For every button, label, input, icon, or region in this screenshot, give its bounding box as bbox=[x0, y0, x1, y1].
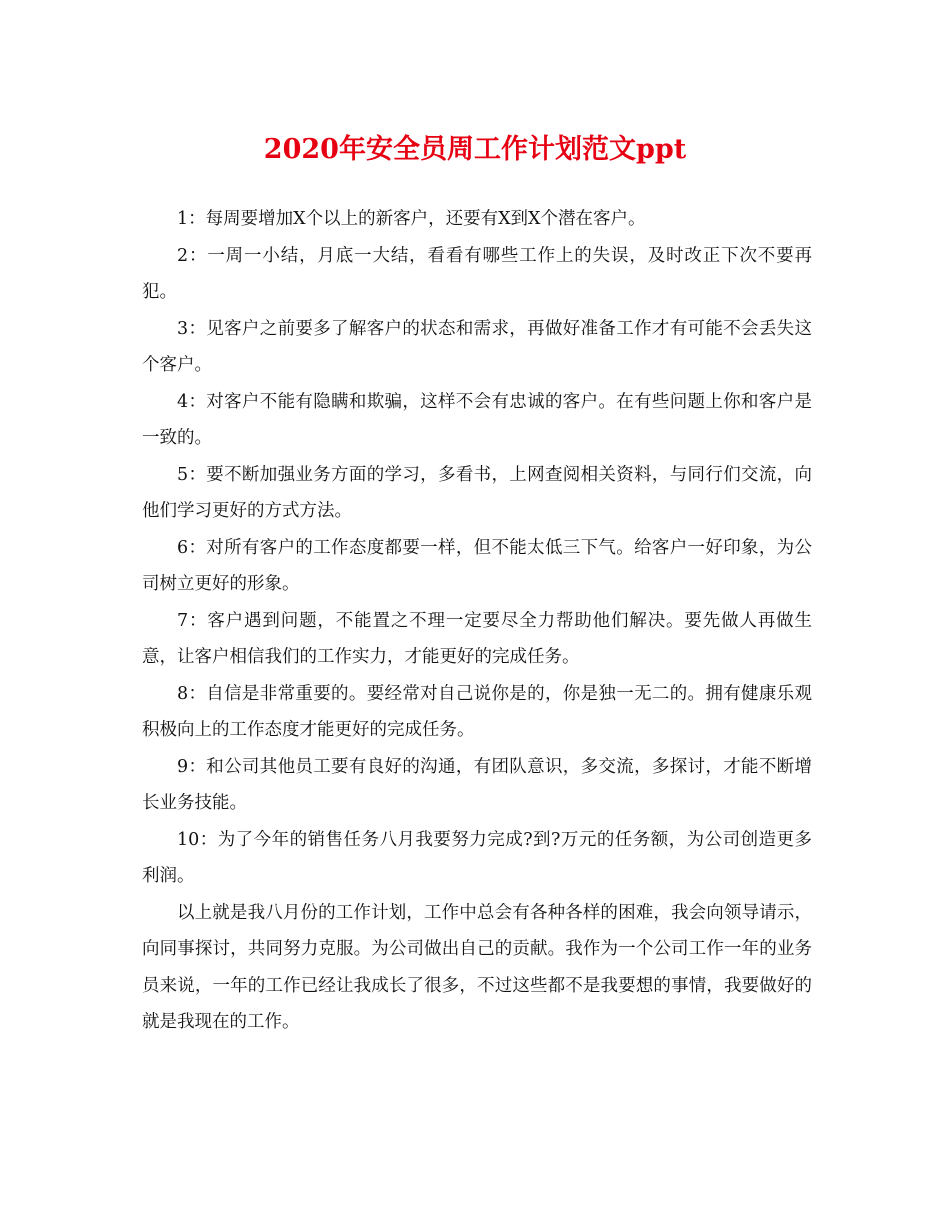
paragraph-summary: 以上就是我八月份的工作计划，工作中总会有各种各样的困难，我会向领导请示，向同事探讨，共同努力克服。为公司做出自己的贡献。我作为一个公司工作一年的业务员来说，一年的工作已经让我成长了很多，不过这些都不是我要想的事情，我要做好的就是我现在的工作。 bbox=[142, 902, 812, 1032]
paragraph-3: 3：见客户之前要多了解客户的状态和需求，再做好准备工作才有可能不会丢失这个客户。 bbox=[142, 318, 812, 375]
paragraph-10: 10：为了今年的销售任务八月我要努力完成?到?万元的任务额，为公司创造更多利润。 bbox=[142, 829, 812, 886]
paragraph-5: 5：要不断加强业务方面的学习，多看书，上网查阅相关资料，与同行们交流，向他们学习更好的方式方法。 bbox=[142, 464, 812, 521]
paragraph-6: 6：对所有客户的工作态度都要一样，但不能太低三下气。给客户一好印象，为公司树立更好的形象。 bbox=[142, 537, 812, 594]
paragraph-1: 1：每周要增加X个以上的新客户，还要有X到X个潜在客户。 bbox=[177, 209, 646, 229]
paragraph-9: 9：和公司其他员工要有良好的沟通，有团队意识，多交流，多探讨，才能不断增长业务技能。 bbox=[142, 756, 812, 813]
paragraph-7: 7：客户遇到问题，不能置之不理一定要尽全力帮助他们解决。要先做人再做生意，让客户相信我们的工作实力，才能更好的完成任务。 bbox=[142, 610, 812, 667]
document-body bbox=[142, 201, 812, 1041]
paragraph-8: 8：自信是非常重要的。要经常对自己说你是的，你是独一无二的。拥有健康乐观积极向上的工作态度才能更好的完成任务。 bbox=[142, 683, 812, 740]
document-title: 2020年安全员周工作计划范文ppt bbox=[263, 134, 687, 165]
paragraph-4: 4：对客户不能有隐瞒和欺骗，这样不会有忠诚的客户。在有些问题上你和客户是一致的。 bbox=[142, 391, 812, 448]
paragraph-2: 2：一周一小结，月底一大结，看看有哪些工作上的失误，及时改正下次不要再犯。 bbox=[142, 245, 812, 302]
